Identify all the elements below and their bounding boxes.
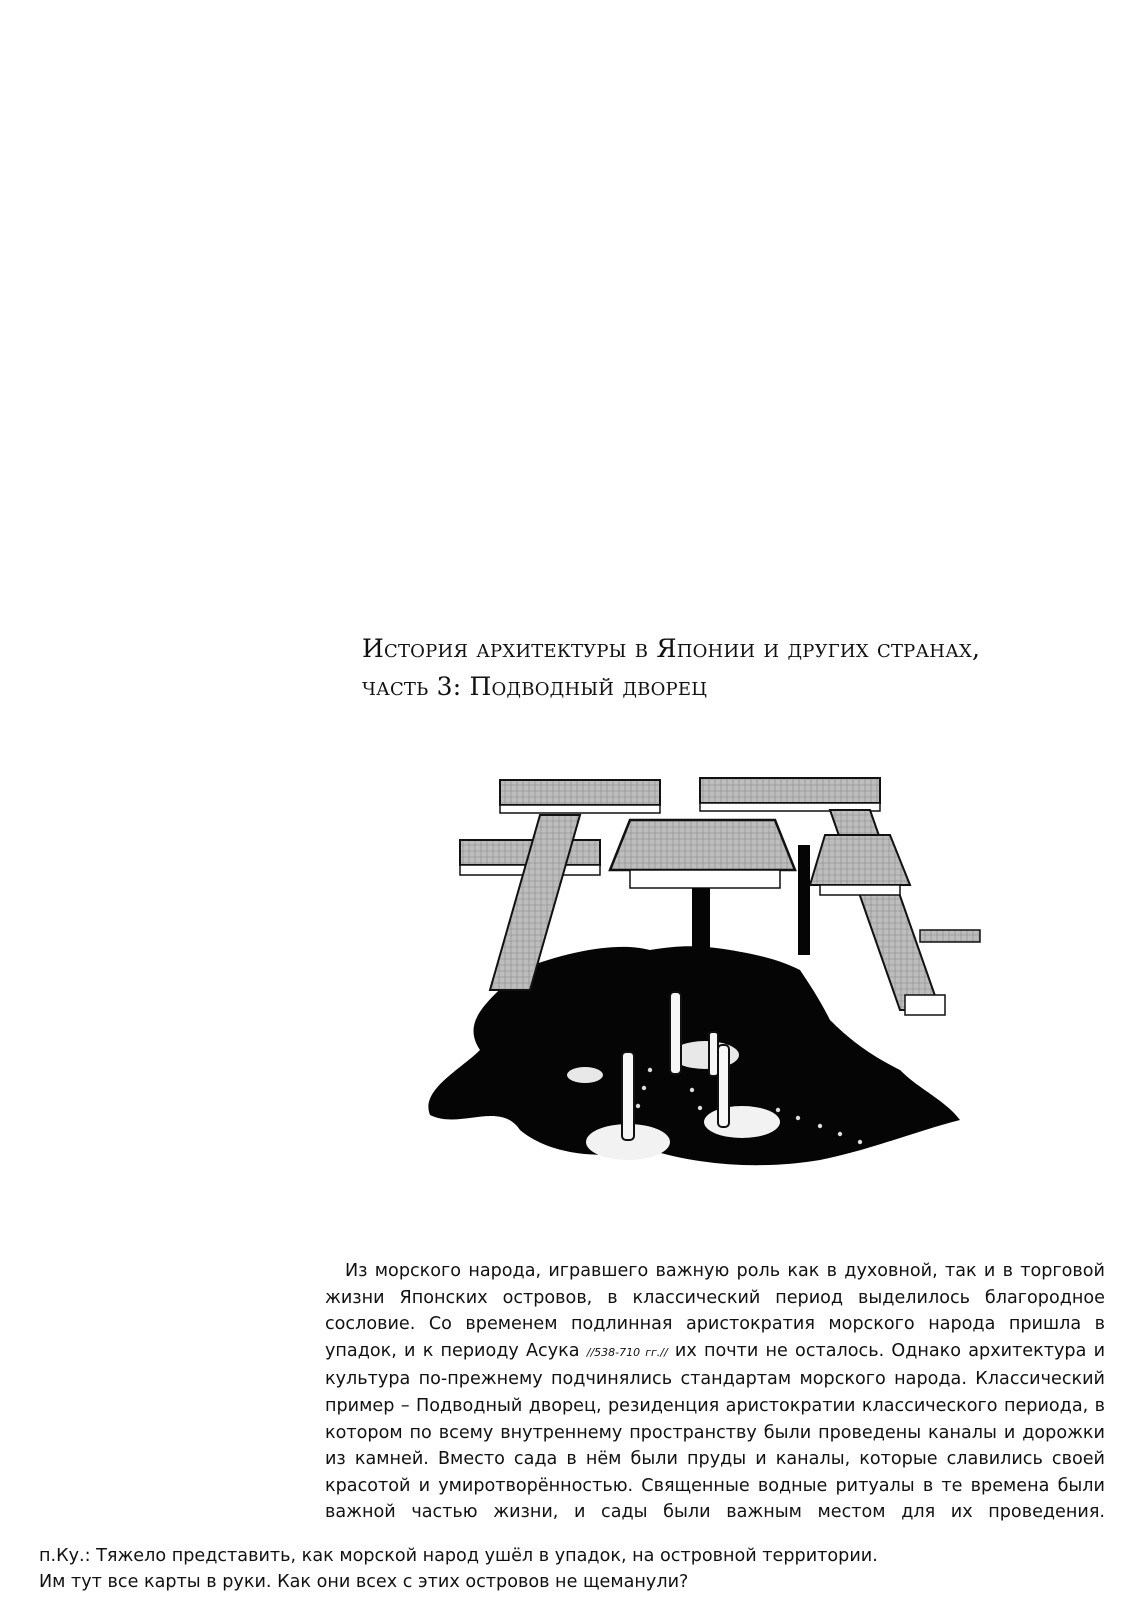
translator-note	[39, 1543, 1119, 1595]
page-title	[362, 630, 1082, 706]
underwater-palace-illustration	[400, 770, 1000, 1200]
body-part-2: их почти не осталось. Однако архитектура и культура по-прежнему подчинялись стандартам морского народа. Классический пример – Подводный дворец, резиденция аристократии классического периода, в котором по всему внутреннему пространству были проведены каналы и дорожки из камней. Вместо сада в нём были пруды и каналы, которые славились своей красотой и умиротворённостью. Священные водные ритуалы в те времена были важной частью жизни, и сады были важным местом для их проведения.	[325, 1340, 1106, 1523]
dates-note: //538-710 гг.//	[586, 1345, 668, 1359]
article-body	[325, 1258, 1105, 1526]
translator-note-line-1: п.Ку.: Тяжело представить, как морской народ ушёл в упадок, на островной территории.	[39, 1546, 878, 1566]
translator-note-line-2: Им тут все карты в руки. Как они всех с этих островов не щеманули?	[39, 1572, 689, 1592]
body-part-1: Из морского народа, игравшего важную роль как в духовной, так и в торговой жизни Японских островов, в классический период выделилось благородное сословие. Со временем подлинная аристократия морского народа пришла в упадок, и к периоду Асука	[325, 1261, 1105, 1361]
title-line-1: История архитектуры в Японии и других странах,	[362, 634, 981, 663]
title-line-2: часть 3: Подводный дворец	[362, 672, 708, 701]
